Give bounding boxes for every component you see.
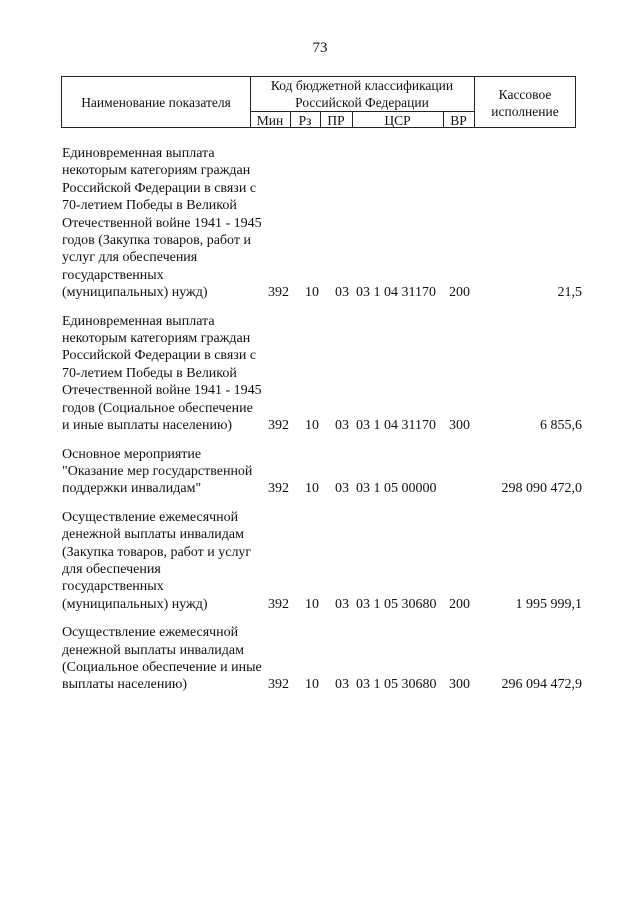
table-header	[61, 76, 576, 128]
row-min: 392	[268, 418, 289, 434]
header-amount	[474, 86, 576, 120]
row-min: 392	[268, 481, 289, 497]
header-rz: Рз	[298, 113, 312, 128]
row-vr: 200	[449, 596, 470, 612]
row-csr: 03 1 05 30680	[356, 677, 437, 693]
row-min: 392	[268, 677, 289, 693]
row-name: Основное мероприятие "Оказание мер государственной поддержки инвалидам"	[62, 446, 253, 497]
header-min: Мин	[256, 113, 284, 128]
row-amount: 1 995 999,1	[515, 596, 582, 612]
row-csr: 03 1 05 30680	[356, 596, 437, 612]
row-amount: 296 094 472,9	[501, 677, 582, 693]
table-row	[62, 446, 582, 498]
table-body	[62, 145, 582, 705]
row-pr: 03	[335, 418, 349, 434]
row-pr: 03	[335, 481, 349, 497]
header-code-group	[250, 77, 474, 111]
row-csr: 03 1 05 00000	[356, 481, 437, 497]
header-pr: ПР	[327, 113, 345, 128]
row-name: Единовременная выплата некоторым категориям граждан Российской Федерации в связи с 70-летием Победы в Великой Отечественной войне 1941 - 1945 годов (Закупка товаров, работ и услуг для обеспечения государственных (муниципальных) нужд)	[62, 146, 262, 301]
row-rz: 10	[305, 481, 319, 497]
row-vr: 300	[449, 418, 470, 434]
table-row	[62, 145, 582, 302]
row-name: Осуществление ежемесячной денежной выплаты инвалидам (Социальное обеспечение и иные выплаты населению)	[62, 625, 262, 693]
table-row	[62, 313, 582, 435]
row-rz: 10	[305, 677, 319, 693]
page-number: 73	[312, 40, 328, 56]
row-amount: 6 855,6	[540, 418, 582, 434]
row-csr: 03 1 04 31170	[356, 285, 436, 301]
header-name-column: Наименование показателя	[81, 95, 231, 110]
row-min: 392	[268, 596, 289, 612]
row-rz: 10	[305, 418, 319, 434]
header-code-group-line2: Российской Федерации	[295, 95, 429, 110]
header-csr: ЦСР	[384, 113, 411, 128]
row-csr: 03 1 04 31170	[356, 418, 436, 434]
table-row	[62, 509, 582, 613]
header-vr: ВР	[450, 113, 467, 128]
table-row	[62, 624, 582, 694]
row-name: Осуществление ежемесячной денежной выплаты инвалидам (Закупка товаров, работ и услуг для обеспечения государственных (муниципальных) нужд)	[62, 509, 252, 612]
row-vr: 200	[449, 285, 470, 301]
row-pr: 03	[335, 677, 349, 693]
row-rz: 10	[305, 596, 319, 612]
row-pr: 03	[335, 596, 349, 612]
row-rz: 10	[305, 285, 319, 301]
row-vr: 300	[449, 677, 470, 693]
header-amount-line1: Кассовое	[498, 87, 552, 102]
header-code-group-line1: Код бюджетной классификации	[270, 78, 454, 93]
row-amount: 298 090 472,0	[501, 481, 582, 497]
row-amount: 21,5	[557, 285, 582, 301]
row-min: 392	[268, 285, 289, 301]
row-name: Единовременная выплата некоторым категориям граждан Российской Федерации в связи с 70-летием Победы в Великой Отечественной войне 1941 - 1945 годов (Социальное обеспечение и иные выплаты населению)	[62, 313, 262, 434]
row-pr: 03	[335, 285, 349, 301]
header-amount-line2: исполнение	[491, 104, 559, 119]
